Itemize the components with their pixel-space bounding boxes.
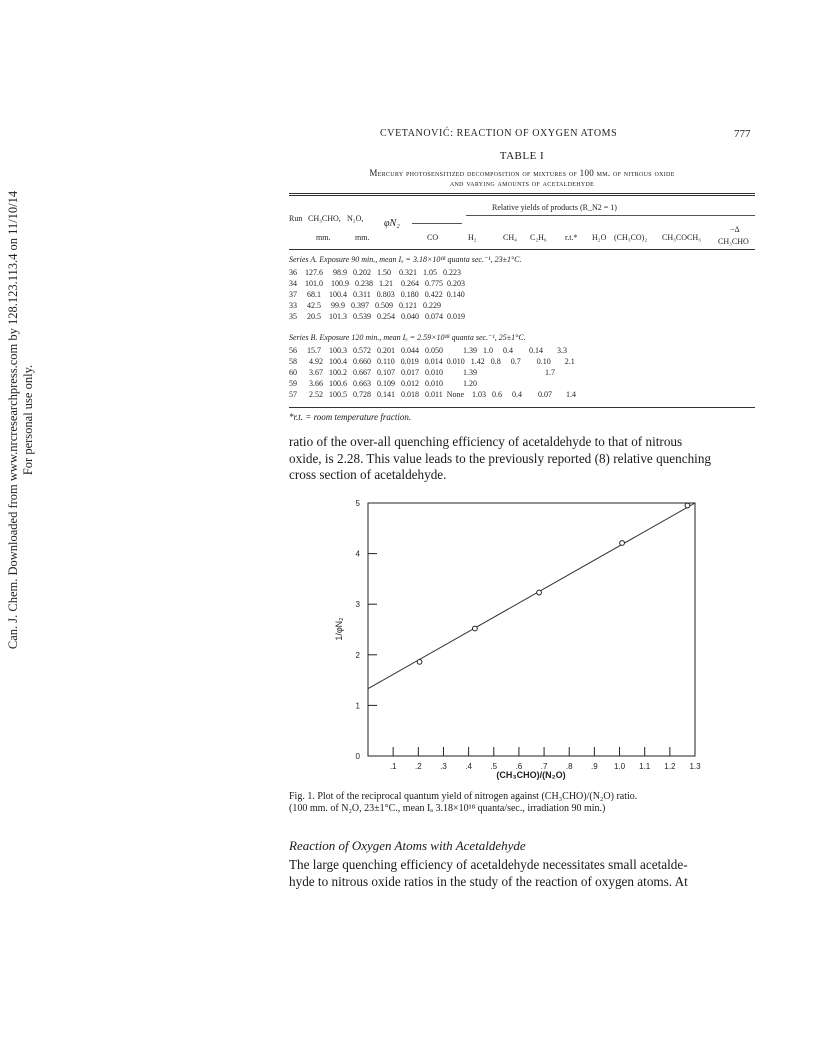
section-heading: Reaction of Oxygen Atoms with Acetaldehyde <box>289 838 526 853</box>
page-number: 777 <box>734 128 751 140</box>
table-rule-top <box>289 193 755 194</box>
col-co: CO <box>427 233 439 242</box>
table-row: 59 3.66 100.6 0.663 0.109 0.012 0.010 1.20 <box>289 379 477 388</box>
y-tick-label: 1 <box>355 701 360 711</box>
col-delta: −Δ <box>730 225 740 234</box>
col-ch3cho: CH₃CHO, <box>308 214 341 223</box>
x-tick-label: .9 <box>591 762 598 771</box>
x-tick-label: .8 <box>565 762 573 771</box>
y-tick-label: 3 <box>355 600 360 610</box>
table-row: 60 3.67 100.2 0.667 0.107 0.017 0.010 1.39 1.7 <box>289 368 555 377</box>
col-rt: r.t.* <box>565 233 578 242</box>
figure-caption-line1: Fig. 1. Plot of the reciprocal quantum yield of nitrogen against (CH₃CHO)/(N₂O) ratio. <box>289 791 638 802</box>
paragraph-2 <box>289 857 757 890</box>
x-tick-label: 1.0 <box>613 762 626 771</box>
col-delta-ch3cho: CH₃CHO <box>718 237 749 246</box>
x-tick-label: 1.2 <box>664 762 676 771</box>
table-footnote: *r.t. = room temperature fraction. <box>289 412 412 422</box>
col-n2o: N₂O, <box>347 214 364 223</box>
series-b-label: Series B. Exposure 120 min., mean Iₐ = 2.59×10¹⁸ quanta sec.⁻¹, 25±1°C. <box>289 333 526 342</box>
col-h2o: H₂O <box>592 233 607 242</box>
col-mm-1: mm. <box>316 233 331 242</box>
table-row: 34 101.0 100.9 0.238 1.21 0.264 0.775 0.203 <box>289 279 465 288</box>
table-row: 36 127.6 98.9 0.202 1.50 0.321 1.05 0.223 <box>289 268 461 277</box>
col-run: Run <box>289 214 303 223</box>
paragraph-line: hyde to nitrous oxide ratios in the study of the reaction of oxygen atoms. At <box>289 873 688 889</box>
y-tick-label: 5 <box>355 499 360 508</box>
y-axis-label: 1/φN₂ <box>334 617 344 641</box>
table-row: 56 15.7 100.3 0.572 0.201 0.044 0.050 1.39 1.0 0.4 0.14 3.3 <box>289 346 567 355</box>
data-point <box>417 659 422 664</box>
group-header-rule <box>466 215 755 216</box>
y-tick-label: 4 <box>355 549 360 559</box>
table-row: 37 68.1 100.4 0.311 0.803 0.180 0.422 0.140 <box>289 290 465 299</box>
table-row: 58 4.92 100.4 0.660 0.110 0.019 0.014 0.010 1.42 0.8 0.7 0.10 2.1 <box>289 357 575 366</box>
x-tick-label: 1.3 <box>689 762 701 771</box>
paragraph-line: cross section of acetaldehyde. <box>289 467 447 482</box>
table-group-header: Relative yields of products (R_N2 = 1) <box>492 203 617 212</box>
data-point <box>537 590 542 595</box>
paragraph-line: oxide, is 2.28. This value leads to the previously reported (8) relative quenching <box>289 450 712 466</box>
x-tick-label: .5 <box>490 762 498 771</box>
data-point <box>685 503 690 508</box>
col-phi: φN₂ <box>384 218 400 229</box>
col-c2h6: C₂H₆ <box>530 233 547 242</box>
table-caption <box>289 168 755 188</box>
x-axis-label: (CH₃CHO)/(N₂O) <box>496 770 566 780</box>
table-row: 35 20.5 101.3 0.539 0.254 0.040 0.074 0.019 <box>289 312 465 321</box>
data-point <box>620 541 625 546</box>
table-rule-bottom <box>289 407 755 408</box>
figure-caption-line2: (100 mm. of N₂O, 23±1°C., mean Iₐ 3.18×10¹⁸ quanta/sec., irradiation 90 min.) <box>289 802 606 814</box>
x-tick-label: .7 <box>540 762 548 771</box>
x-tick-label: .1 <box>389 762 397 771</box>
running-head: CVETANOVIĆ: REACTION OF OXYGEN ATOMS <box>380 128 618 139</box>
download-notice-line2: For personal use only. <box>21 364 35 476</box>
paragraph-line: ratio of the over-all quenching efficiency of acetaldehyde to that of nitrous <box>289 434 683 449</box>
figure-caption <box>289 791 757 814</box>
x-tick-label: .4 <box>465 762 472 771</box>
x-tick-label: .2 <box>414 762 422 771</box>
plot-frame <box>368 503 695 756</box>
col-ch4: CH₄ <box>503 233 517 242</box>
y-tick-label: 2 <box>355 650 360 660</box>
table-caption-line1: Mercury photosensitized decomposition of mixtures of 100 mm. of nitrous oxide <box>369 168 675 178</box>
col-ch3coch3: CH₃COCH₃ <box>662 233 701 242</box>
table-rule-top-double <box>289 195 755 196</box>
axis-layer <box>356 499 702 771</box>
table-title: TABLE I <box>499 150 545 162</box>
series-a-label: Series A. Exposure 90 min., mean Iₐ = 3.18×10¹⁸ quanta sec.⁻¹, 23±1°C. <box>289 255 522 264</box>
download-notice-line1: Can. J. Chem. Downloaded from www.nrcresearchpress.com by 128.123.113.4 on 11/10/14 <box>6 190 20 650</box>
figure-1-chart <box>330 492 730 782</box>
paragraph-line: The large quenching efficiency of acetaldehyde necessitates small acetalde- <box>289 857 688 872</box>
col-ch3co2: (CH₃CO)₂ <box>614 233 648 242</box>
y-tick-label: 0 <box>355 752 360 761</box>
x-tick-label: .6 <box>515 762 523 771</box>
data-point <box>473 626 478 631</box>
col-mm-2: mm. <box>355 233 370 242</box>
table-row: 33 42.5 99.9 0.397 0.509 0.121 0.229 <box>289 301 441 310</box>
table-header-rule <box>289 249 755 250</box>
table-caption-line2: and varying amounts of acetaldehyde <box>449 178 595 188</box>
paragraph-1 <box>289 434 757 484</box>
phi-rule <box>412 223 462 224</box>
col-h2: H₂ <box>468 233 477 242</box>
download-notice <box>6 40 46 800</box>
table-row: 57 2.52 100.5 0.728 0.141 0.018 0.011 None 1.03 0.6 0.4 0.07 1.4 <box>289 390 577 399</box>
x-tick-label: .3 <box>440 762 447 771</box>
x-tick-label: 1.1 <box>639 762 651 771</box>
